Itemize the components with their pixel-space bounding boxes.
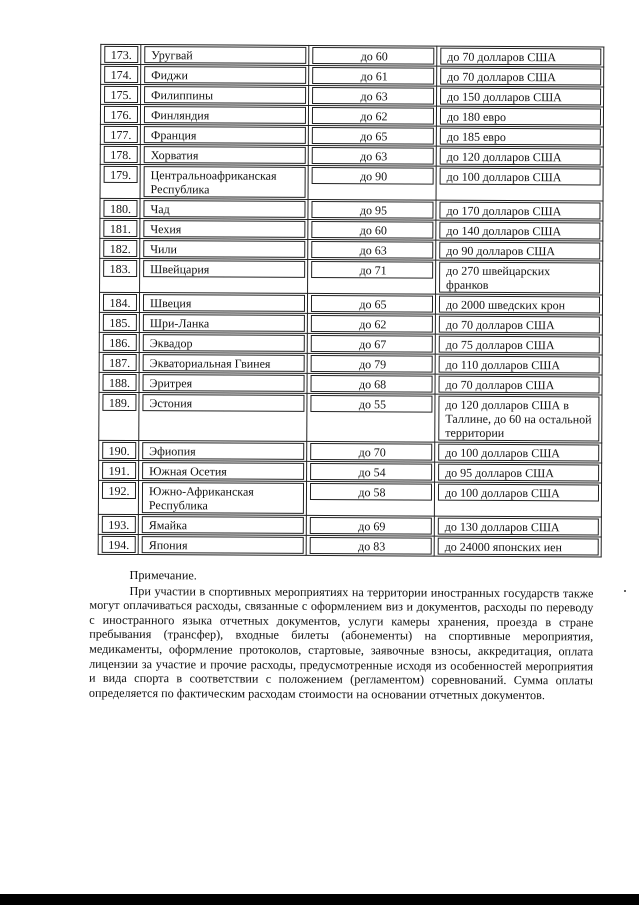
amount-limit: до 70 долларов США bbox=[439, 376, 600, 394]
row-number: 186. bbox=[103, 334, 137, 351]
amount-limit-cell bbox=[436, 220, 603, 241]
amount-limit-cell bbox=[437, 66, 604, 87]
amount-limit: до 95 долларов США bbox=[438, 464, 599, 482]
country-name: Южно-Африканская Республика bbox=[142, 482, 304, 514]
table-row bbox=[98, 480, 601, 517]
country-name: Филиппины bbox=[144, 86, 306, 104]
country-name-cell bbox=[140, 125, 308, 146]
country-name: Швейцария bbox=[143, 260, 305, 278]
table-row bbox=[100, 198, 603, 221]
row-number: 178. bbox=[104, 146, 138, 163]
country-name-cell bbox=[139, 461, 307, 482]
days-limit: до 62 bbox=[312, 107, 434, 125]
amount-limit-cell bbox=[436, 146, 603, 167]
row-number: 175. bbox=[104, 86, 138, 103]
amount-limit-cell bbox=[437, 46, 604, 67]
amount-limit: до 150 долларов США bbox=[440, 88, 601, 106]
amount-limit: до 120 долларов США bbox=[440, 148, 601, 166]
row-number: 183. bbox=[103, 260, 137, 277]
row-number-cell bbox=[99, 332, 139, 352]
country-name-cell bbox=[140, 145, 308, 166]
country-name: Шри-Ланка bbox=[143, 314, 305, 332]
row-number: 194. bbox=[102, 536, 136, 553]
country-name: Финляндия bbox=[144, 106, 306, 124]
row-number-cell bbox=[99, 292, 139, 312]
days-limit-cell bbox=[307, 461, 435, 482]
country-name-cell bbox=[140, 259, 308, 294]
table-row bbox=[98, 514, 601, 537]
days-limit-cell bbox=[307, 373, 435, 394]
country-name: Эквадор bbox=[143, 334, 305, 352]
row-number-cell bbox=[99, 392, 139, 440]
country-name: Эстония bbox=[142, 394, 304, 412]
days-limit-cell bbox=[308, 259, 436, 294]
days-limit: до 83 bbox=[310, 537, 432, 555]
days-limit: до 62 bbox=[311, 315, 433, 333]
amount-limit: до 100 долларов США bbox=[440, 168, 601, 186]
row-number-cell bbox=[98, 480, 138, 514]
table-row bbox=[99, 332, 602, 355]
amount-limit: до 100 долларов США bbox=[438, 444, 599, 462]
country-name: Франция bbox=[144, 126, 306, 144]
note-text: При участии в спортивных мероприятиях на территории иностранных государств также могут оплачиваться расходы, связанные с оформлением виз и документов, расходы по переводу с иностранного языка отчетных документов, услуги камеры хранения, проезда в стране пребывания (трансфер), входные билеты (абонементы) на спортивные мероприятия, медикаменты, оформление протоколов, стартовые, заявочные взносы, аккредитация, оплата лицензии за участие и прочие расходы, предусмотренные исходя из особенностей мероприятия и вида спорта в соответствии с положением (регламентом) соревнований. Сумма оплаты определяется по фактическим расходам стоимости на основании отчетных документов. bbox=[88, 583, 594, 702]
row-number-cell bbox=[99, 312, 139, 332]
amount-limit-cell bbox=[435, 334, 602, 355]
days-limit-cell bbox=[308, 239, 436, 260]
amount-limit: до 170 долларов США bbox=[439, 202, 600, 220]
country-name: Экваториальная Гвинея bbox=[143, 354, 305, 372]
country-name-cell bbox=[139, 313, 307, 334]
row-number: 190. bbox=[102, 442, 136, 459]
country-name: Япония bbox=[142, 536, 304, 554]
days-limit: до 90 bbox=[312, 167, 434, 185]
days-limit-cell bbox=[307, 313, 435, 334]
amount-limit-cell bbox=[437, 86, 604, 107]
days-limit: до 67 bbox=[311, 335, 433, 353]
days-limit-cell bbox=[306, 481, 434, 516]
table-row bbox=[99, 440, 602, 463]
days-limit: до 71 bbox=[311, 261, 433, 279]
country-name: Хорватия bbox=[144, 146, 306, 164]
days-limit-cell bbox=[307, 293, 435, 314]
days-limit: до 65 bbox=[312, 127, 434, 145]
row-number-cell bbox=[100, 238, 140, 258]
row-number-cell bbox=[98, 514, 138, 534]
amount-limit-cell bbox=[436, 106, 603, 127]
row-number: 184. bbox=[103, 294, 137, 311]
row-number: 177. bbox=[104, 126, 138, 143]
amount-limit: до 24000 японских иен bbox=[438, 538, 599, 556]
days-limit: до 60 bbox=[311, 221, 433, 239]
days-limit-cell bbox=[309, 65, 437, 86]
amount-limit: до 75 долларов США bbox=[439, 336, 600, 354]
country-name-cell bbox=[141, 65, 309, 86]
row-number: 189. bbox=[102, 394, 136, 411]
days-limit: до 60 bbox=[312, 47, 434, 65]
days-limit-cell bbox=[307, 393, 435, 442]
country-name: Чили bbox=[143, 240, 305, 258]
row-number-cell bbox=[99, 352, 139, 372]
amount-limit: до 90 долларов США bbox=[439, 242, 600, 260]
days-limit: до 58 bbox=[310, 483, 432, 501]
country-name-cell bbox=[139, 441, 307, 462]
row-number-cell bbox=[101, 44, 141, 64]
days-limit-cell bbox=[307, 353, 435, 374]
table-row bbox=[101, 84, 604, 107]
row-number: 192. bbox=[102, 482, 136, 499]
days-limit: до 63 bbox=[312, 147, 434, 165]
country-name-cell bbox=[139, 373, 307, 394]
table-row bbox=[100, 104, 603, 127]
amount-limit-cell bbox=[436, 126, 603, 147]
amount-limit: до 70 долларов США bbox=[440, 68, 601, 86]
scan-speck bbox=[624, 590, 626, 592]
country-name: Эфиопия bbox=[142, 442, 304, 460]
amount-limit-cell bbox=[436, 240, 603, 261]
amount-limit-cell bbox=[435, 374, 602, 395]
days-limit-cell bbox=[309, 45, 437, 66]
row-number-cell bbox=[101, 84, 141, 104]
days-limit-cell bbox=[306, 515, 434, 536]
amount-limit-cell bbox=[435, 394, 602, 443]
days-limit-cell bbox=[308, 199, 436, 220]
row-number: 181. bbox=[103, 220, 137, 237]
row-number: 188. bbox=[103, 374, 137, 391]
days-limit-cell bbox=[308, 165, 436, 200]
country-name: Ямайка bbox=[142, 516, 304, 534]
amount-limit-cell bbox=[435, 442, 602, 463]
row-number-cell bbox=[98, 534, 138, 554]
days-limit: до 95 bbox=[311, 201, 433, 219]
amount-limit-cell bbox=[436, 260, 603, 295]
amount-limit-cell bbox=[435, 462, 602, 483]
days-limit: до 65 bbox=[311, 295, 433, 313]
row-number: 179. bbox=[104, 166, 138, 183]
scan-edge-bar bbox=[0, 894, 639, 905]
row-number: 185. bbox=[103, 314, 137, 331]
row-number: 180. bbox=[103, 200, 137, 217]
row-number-cell bbox=[99, 460, 139, 480]
days-limit: до 55 bbox=[310, 395, 432, 413]
amount-limit: до 270 швейцарских франков bbox=[439, 262, 600, 294]
amount-limit: до 180 евро bbox=[440, 108, 601, 126]
country-name: Эритрея bbox=[143, 374, 305, 392]
table-row bbox=[99, 460, 602, 483]
row-number: 187. bbox=[103, 354, 137, 371]
table-row bbox=[100, 164, 603, 201]
row-number: 173. bbox=[104, 46, 138, 63]
country-name: Чад bbox=[143, 200, 305, 218]
amount-limit: до 70 долларов США bbox=[439, 316, 600, 334]
amount-limit: до 130 долларов США bbox=[438, 518, 599, 536]
row-number-cell bbox=[99, 372, 139, 392]
table-row bbox=[99, 292, 602, 315]
row-number-cell bbox=[100, 104, 140, 124]
country-name: Фиджи bbox=[144, 66, 306, 84]
days-limit: до 63 bbox=[311, 241, 433, 259]
days-limit: до 79 bbox=[311, 355, 433, 373]
row-number: 191. bbox=[102, 462, 136, 479]
row-number-cell bbox=[100, 144, 140, 164]
table-row bbox=[101, 44, 604, 67]
table-body bbox=[98, 44, 604, 557]
table-row bbox=[101, 64, 604, 87]
days-limit: до 61 bbox=[312, 67, 434, 85]
country-name: Центральноафриканская Республика bbox=[144, 166, 306, 198]
table-row bbox=[98, 534, 601, 557]
amount-limit-cell bbox=[436, 166, 603, 201]
row-number-cell bbox=[100, 124, 140, 144]
country-name-cell bbox=[140, 165, 308, 200]
table-row bbox=[100, 144, 603, 167]
days-limit-cell bbox=[308, 105, 436, 126]
row-number-cell bbox=[101, 64, 141, 84]
row-number: 176. bbox=[104, 106, 138, 123]
days-limit: до 68 bbox=[311, 375, 433, 393]
days-limit-cell bbox=[309, 85, 437, 106]
table-row bbox=[99, 312, 602, 335]
country-name-cell bbox=[141, 85, 309, 106]
row-number-cell bbox=[99, 440, 139, 460]
country-name-cell bbox=[140, 219, 308, 240]
amount-limit: до 185 евро bbox=[440, 128, 601, 146]
amount-limit-cell bbox=[435, 314, 602, 335]
days-limit: до 63 bbox=[312, 87, 434, 105]
table-row bbox=[100, 238, 603, 261]
days-limit-cell bbox=[306, 535, 434, 556]
days-limit: до 54 bbox=[310, 463, 432, 481]
days-limit: до 69 bbox=[310, 517, 432, 535]
days-limit-cell bbox=[308, 125, 436, 146]
country-rates-table bbox=[98, 44, 605, 558]
row-number: 193. bbox=[102, 516, 136, 533]
table-row bbox=[100, 258, 603, 295]
country-name-cell bbox=[141, 45, 309, 66]
amount-limit-cell bbox=[434, 536, 601, 557]
amount-limit-cell bbox=[436, 200, 603, 221]
country-name-cell bbox=[139, 353, 307, 374]
amount-limit-cell bbox=[435, 294, 602, 315]
table-row bbox=[99, 372, 602, 395]
days-limit-cell bbox=[307, 333, 435, 354]
note-title: Примечание. bbox=[129, 568, 197, 583]
row-number-cell bbox=[100, 198, 140, 218]
days-limit-cell bbox=[308, 145, 436, 166]
country-name-cell bbox=[140, 199, 308, 220]
amount-limit: до 100 долларов США bbox=[438, 484, 599, 502]
amount-limit: до 110 долларов США bbox=[439, 356, 600, 374]
footnote bbox=[89, 568, 594, 703]
country-name-cell bbox=[140, 105, 308, 126]
amount-limit-cell bbox=[435, 354, 602, 375]
amount-limit: до 120 долларов США в Таллине, до 60 на остальной территории bbox=[438, 396, 599, 442]
amount-limit: до 2000 шведских крон bbox=[439, 296, 600, 314]
row-number: 182. bbox=[103, 240, 137, 257]
country-name-cell bbox=[139, 333, 307, 354]
country-name-cell bbox=[138, 481, 306, 516]
row-number: 174. bbox=[104, 66, 138, 83]
table-row bbox=[99, 392, 602, 443]
country-name: Чехия bbox=[143, 220, 305, 238]
table-row bbox=[100, 218, 603, 241]
country-name-cell bbox=[139, 293, 307, 314]
table-row bbox=[100, 124, 603, 147]
amount-limit: до 70 долларов США bbox=[440, 48, 601, 66]
row-number-cell bbox=[100, 164, 140, 198]
country-name: Швеция bbox=[143, 294, 305, 312]
country-name: Уругвай bbox=[144, 46, 306, 64]
country-name-cell bbox=[138, 515, 306, 536]
country-name-cell bbox=[140, 239, 308, 260]
days-limit-cell bbox=[307, 441, 435, 462]
country-name-cell bbox=[138, 535, 306, 556]
amount-limit-cell bbox=[434, 516, 601, 537]
country-name: Южная Осетия bbox=[142, 462, 304, 480]
country-name-cell bbox=[139, 393, 307, 442]
days-limit: до 70 bbox=[310, 443, 432, 461]
amount-limit-cell bbox=[434, 482, 601, 517]
row-number-cell bbox=[100, 258, 140, 292]
table-row bbox=[99, 352, 602, 375]
amount-limit: до 140 долларов США bbox=[439, 222, 600, 240]
days-limit-cell bbox=[308, 219, 436, 240]
row-number-cell bbox=[100, 218, 140, 238]
